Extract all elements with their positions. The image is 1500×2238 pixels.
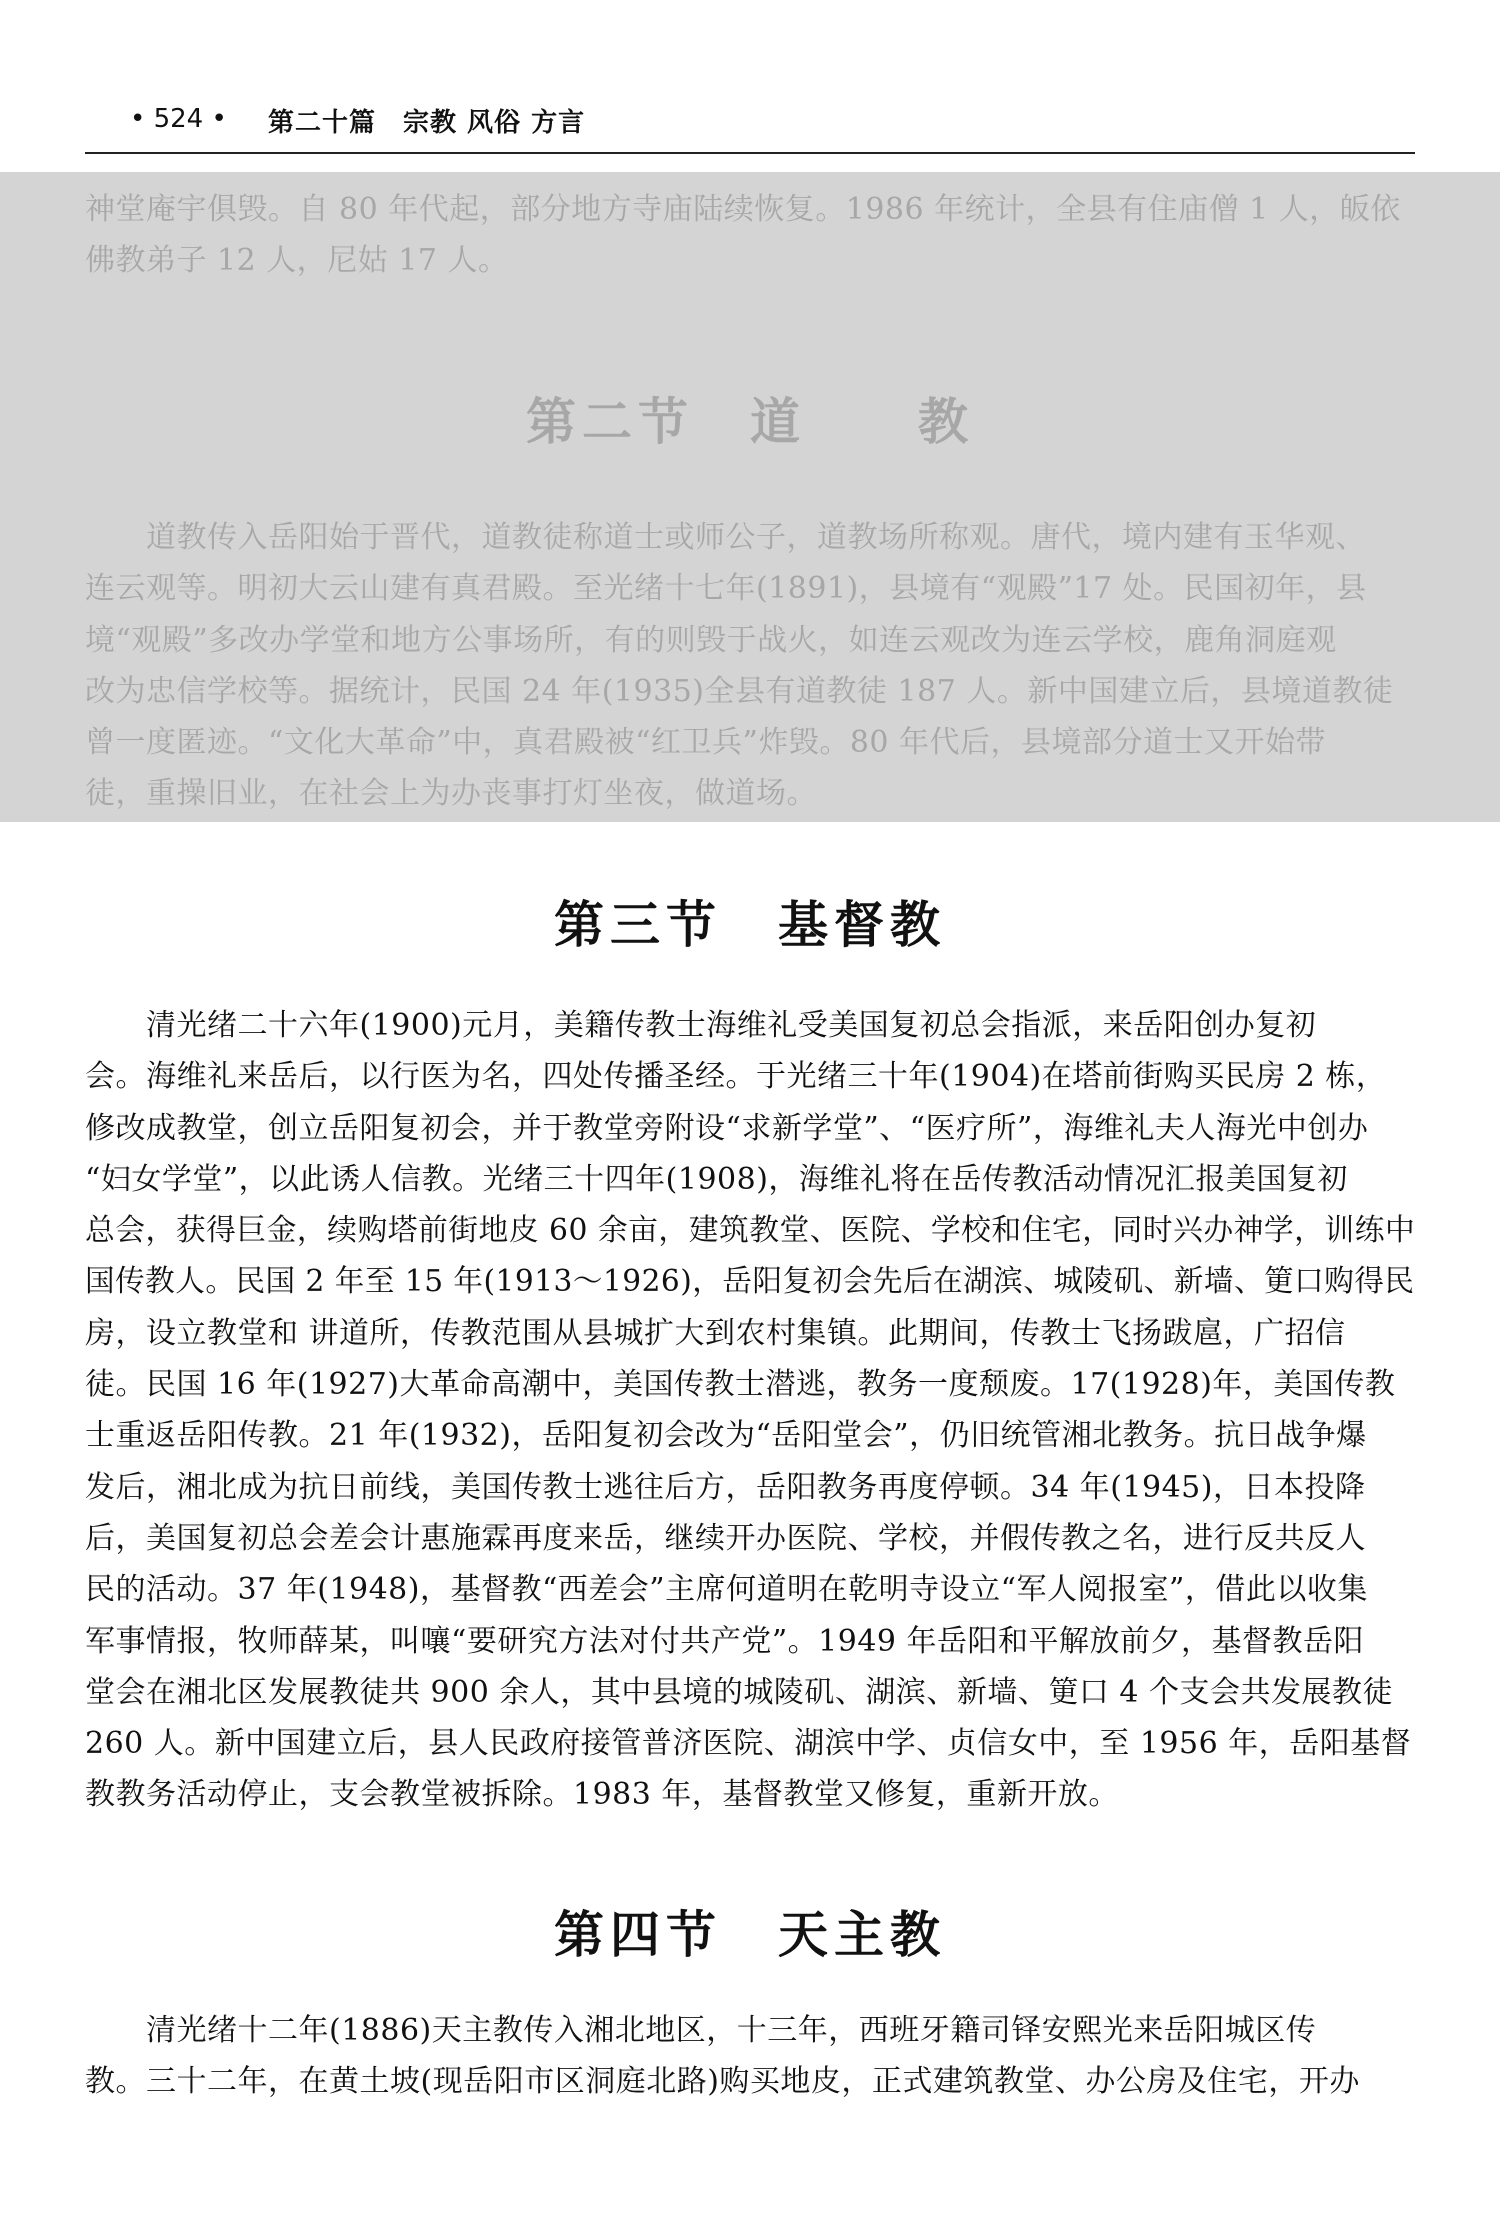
text-line: 清光绪十二年(1886)天主教传入湘北地区，十三年，西班牙籍司铎安熙光来岳阳城区传 <box>85 2013 1317 2048</box>
running-header <box>82 100 1412 150</box>
text-line: 总会，获得巨金，续购塔前街地皮 60 余亩，建筑教堂、医院、学校和住宅，同时兴办神学，训练中 <box>85 1213 1416 1249</box>
section-title-christianity: 第三节 基督教 <box>554 896 946 954</box>
text-line: 曾一度匿迹。“文化大革命”中，真君殿被“红卫兵”炸毁。80 年代后，县境部分道士又开始带 <box>85 725 1327 761</box>
text-line: 国传教人。民国 2 年至 15 年(1913～1926)，岳阳复初会先后在湖滨、城陵矶、新墙、筻口购得民 <box>85 1264 1415 1300</box>
header-rule <box>85 152 1415 154</box>
text-line: 士重返岳阳传教。21 年(1932)，岳阳复初会改为“岳阳堂会”，仍旧统管湘北教务。抗日战争爆 <box>85 1418 1367 1454</box>
text-line: 会。海维礼来岳后，以行医为名，四处传播圣经。于光绪三十年(1904)在塔前街购买民房 2 栋， <box>85 1059 1387 1095</box>
text-line: 连云观等。明初大云山建有真君殿。至光绪十七年(1891)，县境有“观殿”17 处。民国初年，县 <box>85 571 1367 607</box>
faded-region <box>0 172 1500 822</box>
text-line: 教教务活动停止，支会教堂被拆除。1983 年，基督教堂又修复，重新开放。 <box>85 1777 1119 1813</box>
carryover-paragraph <box>85 184 1415 287</box>
text-line: 发后，湘北成为抗日前线，美国传教士逃往后方，岳阳教务再度停顿。34 年(1945)，日本投降 <box>85 1469 1366 1505</box>
text-line: 神堂庵宇俱毁。自 80 年代起，部分地方寺庙陆续恢复。1986 年统计，全县有住庙僧 1 人，皈依 <box>85 192 1401 227</box>
text-line: 教。三十二年，在黄土坡(现岳阳市区洞庭北路)购买地皮，正式建筑教堂、办公房及住宅，开办 <box>85 2064 1360 2100</box>
text-line: 军事情报，牧师薛某，叫嚷“要研究方法对付共产党”。1949 年岳阳和平解放前夕，基督教岳阳 <box>85 1623 1365 1659</box>
text-line: 260 人。新中国建立后，县人民政府接管普济医院、湖滨中学、贞信女中，至 1956 年，岳阳基督 <box>85 1726 1412 1762</box>
text-line: 佛教弟子 12 人，尼姑 17 人。 <box>85 243 509 279</box>
text-line: 改为忠信学校等。据统计，民国 24 年(1935)全县有道教徒 187 人。新中国建立后，县境道教徒 <box>85 673 1394 709</box>
text-line: 徒。民国 16 年(1927)大革命高潮中，美国传教士潜逃，教务一度颓废。17(1928)年，美国传教 <box>85 1367 1396 1403</box>
catholicism-paragraph <box>85 2005 1415 2108</box>
text-line: 房，设立教堂和 讲道所，传教范围从县城扩大到农村集镇。此期间，传教士飞扬跋扈，广招信 <box>85 1315 1346 1351</box>
section-title-taoism: 第二节 道 教 <box>526 393 974 451</box>
text-line: 徒，重操旧业，在社会上为办丧事打灯坐夜，做道场。 <box>85 776 817 812</box>
chapter-title: 第二十篇 宗教 风俗 方言 <box>268 108 586 138</box>
page-number: • 524 • <box>130 104 227 134</box>
taoism-paragraph <box>85 512 1415 820</box>
text-line: 道教传入岳阳始于晋代，道教徒称道士或师公子，道教场所称观。唐代，境内建有玉华观、 <box>85 520 1366 555</box>
text-line: 民的活动。37 年(1948)，基督教“西差会”主席何道明在乾明寺设立“军人阅报室”，借此以收集 <box>85 1572 1368 1608</box>
text-line: 清光绪二十六年(1900)元月，美籍传教士海维礼受美国复初总会指派，来岳阳创办复初 <box>85 1008 1317 1043</box>
text-line: “妇女学堂”，以此诱人信教。光绪三十四年(1908)，海维礼将在岳传教活动情况汇报美国复初 <box>85 1161 1348 1197</box>
christianity-paragraph <box>85 1000 1415 1821</box>
text-line: 后，美国复初总会差会计惠施霖再度来岳，继续开办医院、学校，并假传教之名，进行反共反人 <box>85 1520 1366 1556</box>
text-line: 堂会在湘北区发展教徒共 900 余人，其中县境的城陵矶、湖滨、新墙、筻口 4 个支会共发展教徒 <box>85 1674 1393 1710</box>
section-title-catholicism: 第四节 天主教 <box>554 1906 946 1964</box>
text-line: 境“观殿”多改办学堂和地方公事场所，有的则毁于战火，如连云观改为连云学校，鹿角洞庭观 <box>85 622 1337 658</box>
text-line: 修改成教堂，创立岳阳复初会，并于教堂旁附设“求新学堂”、“医疗所”，海维礼夫人海光中创办 <box>85 1110 1369 1146</box>
